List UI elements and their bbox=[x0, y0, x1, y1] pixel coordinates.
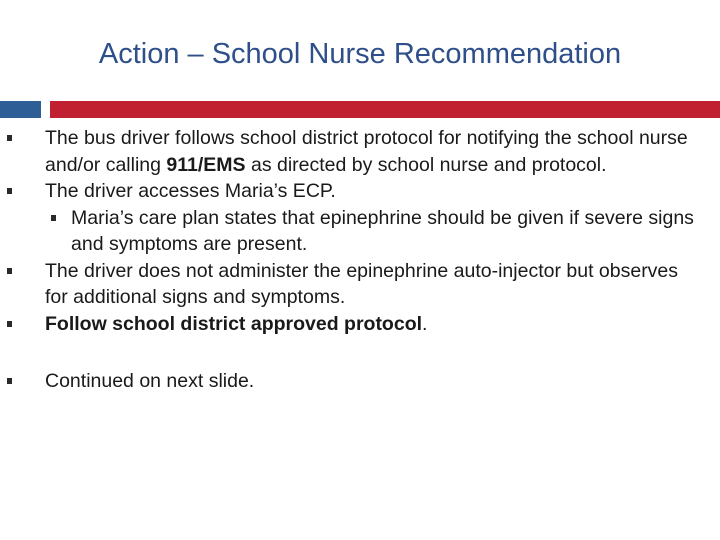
square-bullet-icon bbox=[7, 268, 12, 274]
emphasis-text: Follow school district approved protocol bbox=[45, 312, 423, 335]
bullet-item bbox=[0, 258, 720, 311]
bullet-list bbox=[0, 125, 720, 395]
square-bullet-icon bbox=[7, 135, 12, 141]
square-bullet-icon bbox=[7, 321, 12, 327]
accent-bar-red bbox=[50, 101, 720, 118]
bullet-text: . bbox=[422, 312, 428, 335]
bullet-text: The driver does not administer the epinephrine auto-injector but observes for additional signs and symptoms. bbox=[45, 259, 679, 308]
slide-title: Action – School Nurse Recommendation bbox=[98, 38, 622, 70]
bullet-text: The bus driver follows school district protocol for notifying the school nurse and/or calling bbox=[45, 127, 688, 176]
bullet-item bbox=[0, 311, 720, 338]
bullet-item bbox=[0, 125, 720, 178]
square-bullet-icon bbox=[7, 378, 12, 384]
bullet-text: Maria’s care plan states that epinephrine should be given if severe signs and symptoms are present. bbox=[71, 206, 694, 255]
sub-bullet-item bbox=[0, 205, 720, 258]
square-bullet-icon bbox=[7, 188, 12, 194]
bullet-text: Continued on next slide. bbox=[45, 370, 255, 392]
accent-bar-blue bbox=[0, 101, 41, 118]
square-bullet-icon bbox=[51, 215, 56, 221]
emphasis-text: 911/EMS bbox=[166, 153, 246, 176]
bullet-text: as directed by school nurse and protocol. bbox=[245, 153, 607, 176]
bullet-item bbox=[0, 178, 720, 205]
bullet-text: The driver accesses Maria’s ECP. bbox=[45, 180, 336, 202]
bullet-item bbox=[0, 368, 720, 395]
